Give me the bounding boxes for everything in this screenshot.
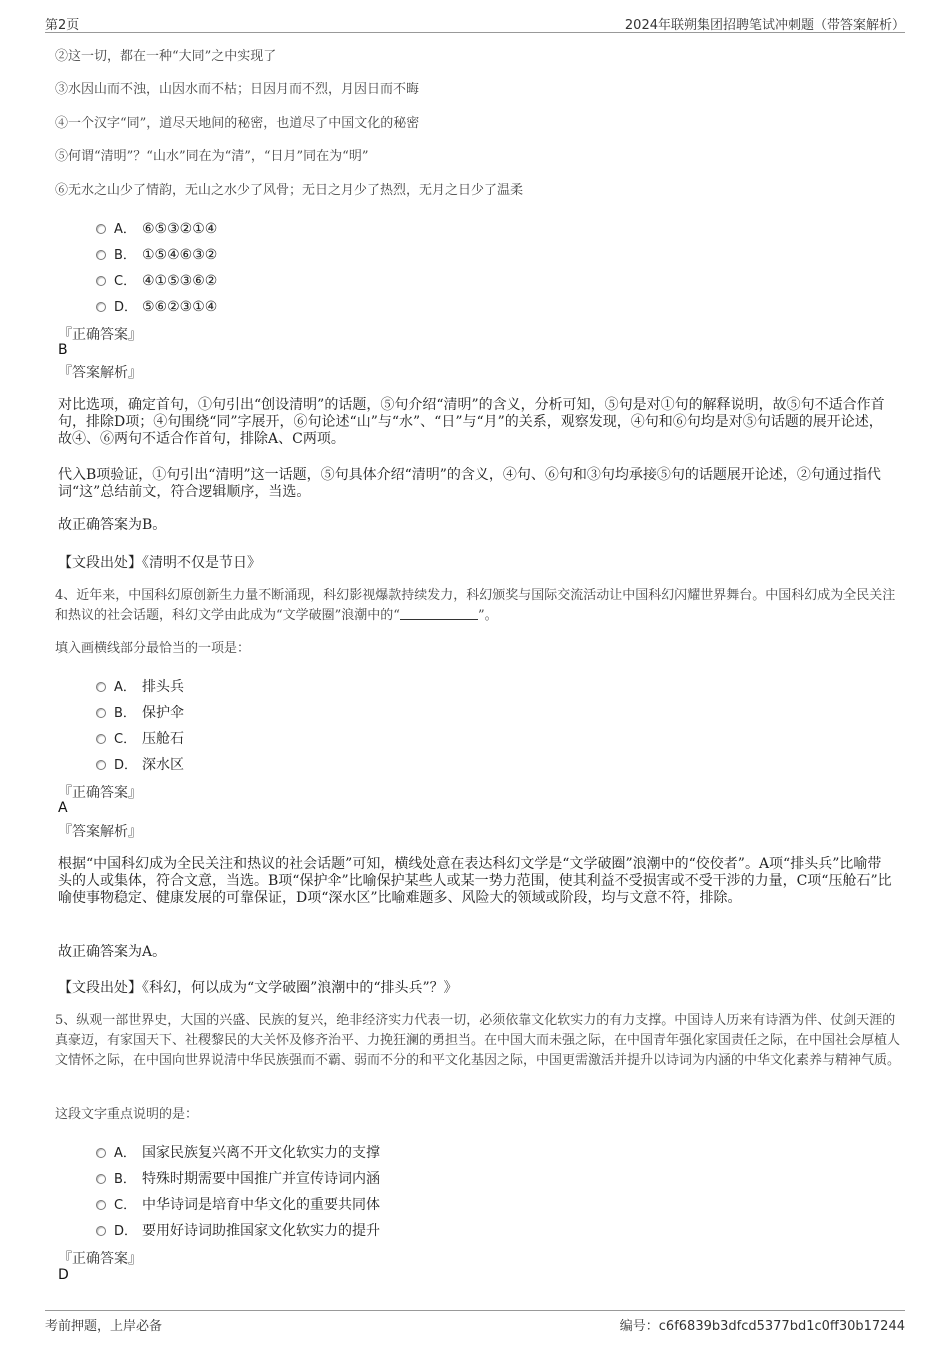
analysis-paragraph: 代入B项验证，①句引出“清明”这一话题，⑤句具体介绍“清明”的含义，④句、⑥句和③句均承接⑤句的话题展开论述，②句通过指代词“这”总结前文，符合逻辑顺序，当选。 [58, 467, 881, 500]
radio-icon[interactable] [96, 1148, 106, 1158]
radio-icon[interactable] [96, 1226, 106, 1236]
radio-icon[interactable] [96, 250, 106, 260]
analysis-paragraph: 对比选项，确定首句，①句引出“创设清明”的话题，⑤句介绍“清明”的含义，分析可知，⑤句是对①句的解释说明，故⑤句不适合作首句，排除D项；④句围绕“同”字展开，⑥句论述“山”与“水”、“日”与“月”的关系，观察发现，④句和⑥句均是对⑤句话题的展开论述，故④、⑥两句不适合作首句，排除A、C两项。 [58, 397, 885, 447]
document-title: 2024年联朔集团招聘笔试冲刺题（带答案解析） [624, 18, 905, 33]
q5-prompt: 这段文字重点说明的是： [55, 1107, 199, 1122]
q5-option-a[interactable]: A． 国家民族复兴离不开文化软实力的支撑 [96, 1142, 380, 1162]
page-number: 第2页 [45, 18, 80, 33]
q3-option-a[interactable]: A． ⑥⑤③②①④ [96, 218, 217, 237]
analysis-label: 『答案解析』 [58, 824, 142, 840]
analysis-label: 『答案解析』 [58, 365, 142, 381]
q5-option-c[interactable]: C． 中华诗词是培育中华文化的重要共同体 [96, 1194, 380, 1214]
answer-label: 『正确答案』 [58, 785, 142, 801]
q3-item: ②这一切，都在一种“大同”之中实现了 [55, 49, 277, 64]
radio-icon[interactable] [96, 224, 106, 234]
analysis-conclusion: 故正确答案为B。 [58, 517, 167, 533]
footer-slogan: 考前押题，上岸必备 [45, 1319, 163, 1334]
q3-item: ⑤何谓“清明”？“山水”同在为“清”，“日月”同在为“明” [55, 149, 369, 164]
q3-item: ④一个汉字“同”，道尽天地间的秘密，也道尽了中国文化的秘密 [55, 116, 420, 131]
radio-icon[interactable] [96, 302, 106, 312]
radio-icon[interactable] [96, 734, 106, 744]
q3-option-c[interactable]: C． ④①⑤③⑥② [96, 270, 217, 289]
q4-option-c[interactable]: C． 压舱石 [96, 728, 184, 748]
q3-option-d[interactable]: D． ⑤⑥②③①④ [96, 296, 217, 315]
correct-answer: B [58, 342, 68, 358]
q3-item: ⑥无水之山少了情韵，无山之水少了风骨；无日之月少了热烈，无月之日少了温柔 [55, 183, 524, 198]
radio-icon[interactable] [96, 682, 106, 692]
q4-option-a[interactable]: A． 排头兵 [96, 676, 184, 696]
page-header [45, 12, 905, 33]
q4-option-b[interactable]: B． 保护伞 [96, 702, 184, 722]
page-footer [45, 1310, 905, 1335]
radio-icon[interactable] [96, 760, 106, 770]
fill-blank [400, 607, 478, 620]
answer-label: 『正确答案』 [58, 327, 142, 343]
q5-stem: 5、纵观一部世界史，大国的兴盛、民族的复兴，绝非经济实力代表一切，必须依靠文化软实力的有力支撑。中国诗人历来有诗酒为伴、仗剑天涯的真豪迈，有家国天下、社稷黎民的大关怀及修齐治平、力挽狂澜的勇担当。在中国大而未强之际，在中国青年强化家国责任之际，在中国社会厚植人文情怀之际，在中国向世界说清中华民族强而不霸、弱而不分的和平文化基因之际，中国更需激活并提升以诗词为内涵的中华文化素养与精神气质。 [55, 1013, 901, 1068]
q4-prompt: 填入画横线部分最恰当的一项是： [55, 641, 251, 656]
radio-icon[interactable] [96, 276, 106, 286]
analysis-conclusion: 故正确答案为A。 [58, 944, 167, 960]
source-citation: 【文段出处】《清明不仅是节日》 [58, 555, 261, 571]
q5-option-d[interactable]: D． 要用好诗词助推国家文化软实力的提升 [96, 1220, 380, 1240]
q3-item: ③水因山而不浊，山因水而不枯；日因月而不烈，月因日而不晦 [55, 82, 420, 97]
radio-icon[interactable] [96, 708, 106, 718]
q3-option-b[interactable]: B． ①⑤④⑥③② [96, 244, 217, 263]
source-citation: 【文段出处】《科幻，何以成为“文学破圈”浪潮中的“排头兵”？》 [58, 980, 458, 996]
correct-answer: D [58, 1267, 69, 1283]
radio-icon[interactable] [96, 1174, 106, 1184]
q5-option-b[interactable]: B． 特殊时期需要中国推广并宣传诗词内涵 [96, 1168, 380, 1188]
document-id: 编号：c6f6839b3dfcd5377bd1c0ff30b17244 [619, 1319, 905, 1334]
q4-option-d[interactable]: D． 深水区 [96, 754, 184, 774]
answer-label: 『正确答案』 [58, 1251, 142, 1267]
q4-stem: 4、近年来，中国科幻原创新生力量不断涌现，科幻影视爆款持续发力，科幻颁奖与国际交流活动让中国科幻闪耀世界舞台。中国科幻成为全民关注和热议的社会话题，科幻文学由此成为“文学破圈”浪潮中的“ ”。 [55, 588, 896, 623]
analysis-paragraph: 根据“中国科幻成为全民关注和热议的社会话题”可知，横线处意在表达科幻文学是“文学破圈”浪潮中的“佼佼者”。A项“排头兵”比喻带头的人或集体，符合文意，当选。B项“保护伞”比喻保护某些人或某一势力范围，使其利益不受损害或不受干涉的力量，C项“压舱石”比喻使事物稳定、健康发展的可靠保证，D项“深水区”比喻难题多、风险大的领域或阶段，均与文意不符，排除。 [58, 856, 892, 906]
correct-answer: A [58, 800, 68, 816]
radio-icon[interactable] [96, 1200, 106, 1210]
